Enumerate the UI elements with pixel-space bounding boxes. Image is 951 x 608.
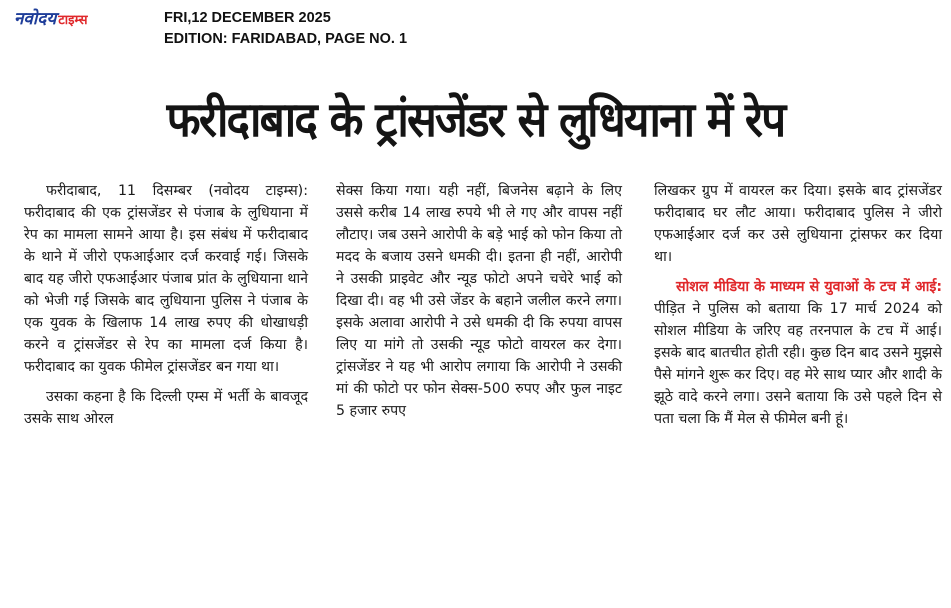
logo-sub-text: टाइम्स	[58, 13, 88, 28]
article-paragraph: लिखकर ग्रुप में वायरल कर दिया। इसके बाद ट्रांसजेंडर फरीदाबाद घर लौट आया। फरीदाबाद पुलिस ने जीरो एफआईआर दर्ज कर उसे लुधियाना ट्रांसफर कर दिया था।	[654, 183, 942, 265]
edition-line: EDITION: FARIDABAD, PAGE NO. 1	[164, 31, 408, 47]
article-column-1	[24, 180, 308, 430]
article-paragraph: फरीदाबाद, 11 दिसम्बर (नवोदय टाइम्स): फरीदाबाद की एक ट्रांसजेंडर से पंजाब के लुधियाना में रेप का मामला सामने आया है। इस संबंध में फरीदाबाद के थाने में जीरो एफआईआर दर्ज करवाई गई। जिसके बाद यह जीरो एफआईआर पंजाब प्रांत के लुधियाना थाने को भेजी गई जिसके बाद लुधियाना पुलिस ने पंजाब के एक युवक के खिलाफ 14 लाख रुपए की धोखाधड़ी करने व ट्रांसजेंडर से रेप का मामला दर्ज किया है। फरीदाबाद का युवक फीमेल ट्रांसजेंडर बन गया था।	[24, 183, 308, 375]
masthead	[0, 0, 951, 55]
date-line: FRI,12 DECEMBER 2025	[164, 10, 331, 26]
article-paragraph-text: पीड़ित ने पुलिस को बताया कि 17 मार्च 2024 को सोशल मीडिया के जरिए वह तरनपाल के टच में आई। इसके बाद बातचीत होती रही। कुछ दिन बाद उसने मुझसे पैसे मांगने शुरू कर दिए। वह मेरे साथ प्यार और शादी के झूठे वादे करने लगा। उसने बताया कि उसे पहले दिन से पता चला कि मैं मेल से फीमेल बनी हूं।	[654, 301, 942, 427]
article-paragraph-with-subhead	[654, 276, 942, 430]
article-paragraph: सेक्स किया गया। यही नहीं, बिजनेस बढ़ाने के लिए उससे करीब 14 लाख रुपये भी ले गए और वापस नहीं लौटाए। जब उसने आरोपी के बड़े भाई को फोन किया तो मदद के बजाय उसने धमकी दी। इतना ही नहीं, आरोपी ने उसकी प्राइवेट और न्यूड फोटो अपने चचेरे भाई को दिखा दी। वह भी उसे जेंडर के बहाने जलील करने लगा। इसके अलावा आरोपी ने उसे धमकी दी कि रुपया वापस लिए या मांगे तो उसकी न्यूड फोटो वायरल कर देगा। ट्रांसजेंडर ने यह भी आरोप लगाया कि आरोपी ने उसकी मां की फोटो पर फोन सेक्स-500 रुपए और फुल नाइट 5 हजार रुपए	[336, 183, 622, 419]
article-column-2	[336, 180, 622, 422]
article-paragraph: उसका कहना है कि दिल्ली एम्स में भर्ती के बावजूद उसके साथ ओरल	[24, 389, 308, 427]
article-column-3	[654, 180, 942, 430]
article-subheading: सोशल मीडिया के माध्यम से युवाओं के टच में आई:	[676, 279, 942, 295]
newspaper-logo	[14, 6, 88, 34]
logo-main-text: नवोदय	[14, 9, 57, 29]
edition-info	[164, 8, 407, 50]
article-headline: फरीदाबाद के ट्रांसजेंडर से लुधियाना में रेप	[166, 92, 785, 148]
